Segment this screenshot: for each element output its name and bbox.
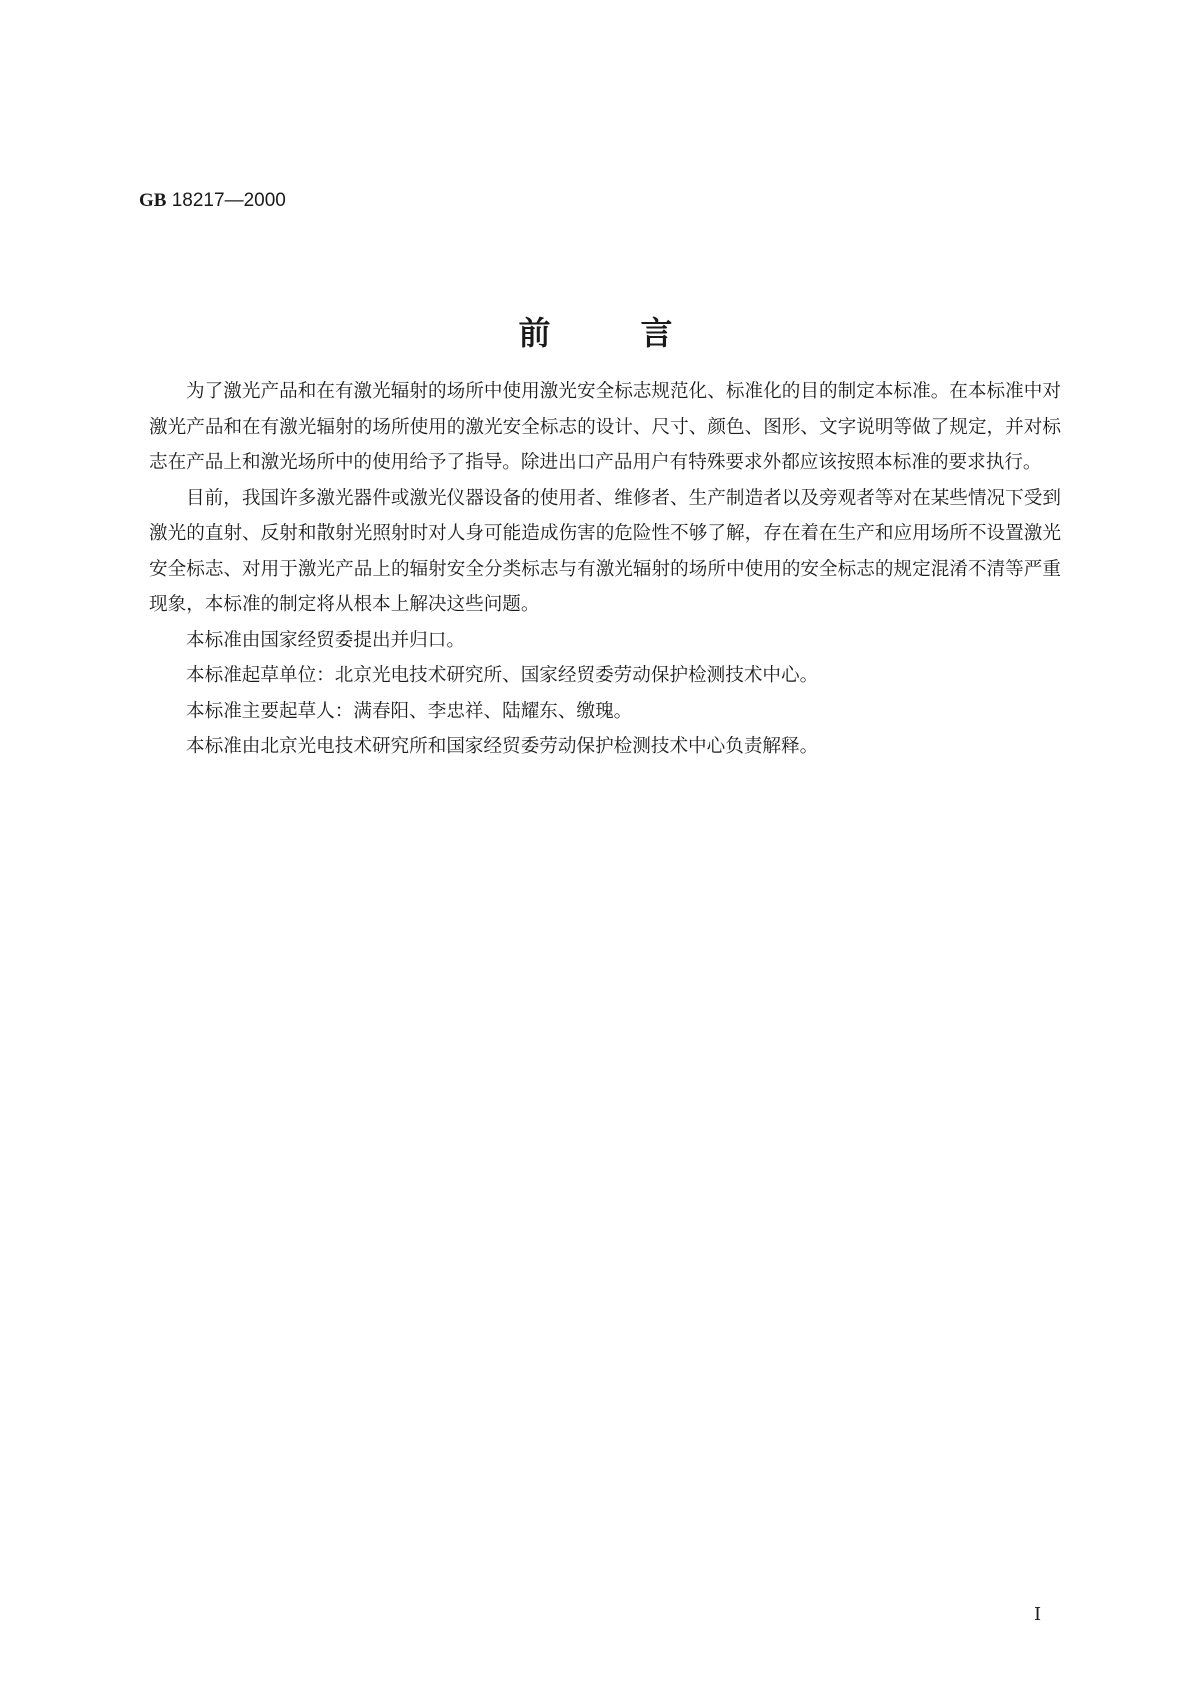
paragraph: 本标准起草单位：北京光电技术研究所、国家经贸委劳动保护检测技术中心。 [186,665,819,686]
paragraph: 目前，我国许多激光器件或激光仪器设备的使用者、维修者、生产制造者以及旁观者等对在某些情况下受到激光的直射、反射和散射光照射时对人身可能造成伤害的危险性不够了解，存在着在生产和应用场所不设置激光安全标志、对用于激光产品上的辐射安全分类标志与有激光辐射的场所中使用的安全标志的规定混淆不清等严重现象，本标准的制定将从根本上解决这些问题。 [149,487,1061,615]
section-title [0,308,1191,354]
standard-number [139,190,286,212]
title-char-2: 言 [640,314,673,352]
foreword-body [149,374,1061,765]
standard-prefix: GB [139,190,167,211]
title-char-1: 前 [518,314,551,352]
paragraph: 本标准由北京光电技术研究所和国家经贸委劳动保护检测技术中心负责解释。 [186,736,819,757]
standard-code: 18217—2000 [171,190,286,211]
page-number: I [1034,1604,1042,1625]
paragraph: 本标准由国家经贸委提出并归口。 [186,629,465,651]
paragraph: 本标准主要起草人：满春阳、李忠祥、陆耀东、缴瑰。 [186,700,633,722]
paragraph: 为了激光产品和在有激光辐射的场所中使用激光安全标志规范化、标准化的目的制定本标准。在本标准中对激光产品和在有激光辐射的场所使用的激光安全标志的设计、尺寸、颜色、图形、文字说明等做了规定，并对标志在产品上和激光场所中的使用给予了指导。除进出口产品用户有特殊要求外都应该按照本标准的要求执行。 [149,381,1061,473]
